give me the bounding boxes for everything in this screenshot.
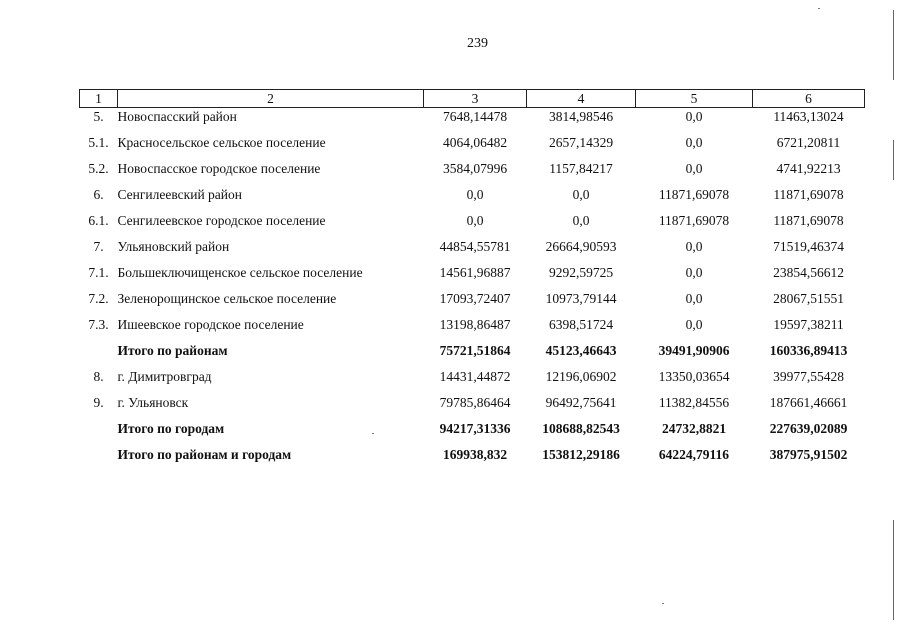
header-cell: 1 (80, 90, 118, 108)
table-row (80, 234, 865, 260)
value-col-5: 11871,69078 (658, 213, 730, 228)
value-col-3: 169938,832 (442, 447, 508, 462)
row-number: 9. (93, 395, 104, 410)
value-col-5: 64224,79116 (658, 447, 730, 462)
table-row (80, 364, 865, 390)
value-col-6: 187661,46661 (769, 395, 848, 410)
scan-margin-line (893, 10, 894, 80)
value-col-5: 0,0 (685, 265, 703, 280)
header-cell: 3 (424, 90, 527, 108)
value-col-4: 12196,06902 (545, 369, 617, 384)
row-name: Ульяновский район (117, 239, 230, 254)
budget-table (79, 89, 865, 468)
table-row (80, 130, 865, 156)
value-col-4: 1157,84217 (549, 161, 613, 176)
value-col-5: 13350,03654 (658, 369, 730, 384)
header-cell: 4 (527, 90, 636, 108)
value-col-5: 0,0 (685, 135, 703, 150)
row-name: Итого по районам (117, 343, 228, 358)
row-name: Зеленорощинское сельское поселение (117, 291, 337, 306)
value-col-3: 94217,31336 (439, 421, 511, 436)
row-number: 5. (93, 109, 104, 124)
value-col-6: 160336,89413 (769, 343, 848, 358)
table-body (80, 108, 865, 469)
value-col-3: 3584,07996 (442, 161, 508, 176)
value-col-3: 17093,72407 (439, 291, 511, 306)
value-col-5: 11871,69078 (658, 187, 730, 202)
value-col-6: 23854,56612 (773, 265, 844, 280)
table-row (80, 208, 865, 234)
table-row (80, 260, 865, 286)
row-number (80, 442, 118, 468)
value-col-6: 387975,91502 (769, 447, 848, 462)
value-col-3: 7648,14478 (442, 109, 508, 124)
row-number (80, 416, 118, 442)
value-col-6: 6721,20811 (776, 135, 841, 150)
row-name: Итого по районам и городам (117, 447, 292, 462)
row-number: 5.2. (88, 161, 109, 176)
table-total-row (80, 442, 865, 468)
row-number (80, 338, 118, 364)
value-col-3: 0,0 (466, 213, 484, 228)
value-col-4: 2657,14329 (548, 135, 614, 150)
row-number: 6.1. (88, 213, 109, 228)
row-number: 5.1. (88, 135, 109, 150)
row-number: 8. (93, 369, 104, 384)
table-row (80, 182, 865, 208)
value-col-3: 13198,86487 (439, 317, 511, 332)
row-name: г. Димитровград (117, 369, 212, 384)
value-col-3: 14431,44872 (439, 369, 511, 384)
value-col-6: 11871,69078 (773, 213, 844, 228)
scan-margin-line (893, 140, 894, 180)
value-col-6: 39977,55428 (773, 369, 844, 384)
table-row (80, 390, 865, 416)
value-col-6: 71519,46374 (773, 239, 844, 254)
table-header-row (80, 90, 865, 108)
value-col-4: 0,0 (572, 187, 590, 202)
value-col-6: 19597,38211 (773, 317, 844, 332)
value-col-3: 75721,51864 (439, 343, 511, 358)
value-col-3: 79785,86464 (439, 395, 511, 410)
header-cell: 2 (118, 90, 424, 108)
value-col-5: 0,0 (685, 239, 703, 254)
scan-speck (818, 8, 820, 9)
value-col-6: 11871,69078 (773, 187, 844, 202)
value-col-4: 108688,82543 (542, 421, 620, 436)
value-col-5: 0,0 (685, 317, 703, 332)
value-col-3: 44854,55781 (439, 239, 511, 254)
table-row (80, 156, 865, 182)
page-number: 239 (467, 36, 488, 51)
value-col-4: 9292,59725 (548, 265, 614, 280)
row-name: Сенгилеевский район (117, 187, 242, 202)
table-total-row (80, 416, 865, 442)
table-row (80, 108, 865, 131)
value-col-4: 0,0 (572, 213, 590, 228)
value-col-4: 10973,79144 (545, 291, 617, 306)
scan-speck (372, 433, 374, 434)
value-col-6: 4741,92213 (776, 161, 841, 176)
value-col-5: 0,0 (685, 291, 703, 306)
value-col-6: 11463,13024 (773, 109, 844, 124)
row-name: Ишеевское городское поселение (117, 317, 304, 332)
row-name: г. Ульяновск (117, 395, 189, 410)
row-number: 7. (93, 239, 104, 254)
scan-speck (662, 603, 664, 604)
value-col-3: 0,0 (466, 187, 484, 202)
row-name: Новоспасский район (117, 109, 237, 124)
value-col-6: 227639,02089 (769, 421, 848, 436)
row-number: 6. (93, 187, 104, 202)
table-total-row (80, 338, 865, 364)
value-col-3: 14561,96887 (439, 265, 511, 280)
row-name: Итого по городам (117, 421, 225, 436)
value-col-6: 28067,51551 (773, 291, 844, 306)
row-name: Большеключищенское сельское поселение (117, 265, 363, 280)
value-col-4: 3814,98546 (548, 109, 614, 124)
value-col-5: 11382,84556 (658, 395, 730, 410)
value-col-5: 24732,8821 (661, 421, 727, 436)
row-number: 7.3. (88, 317, 109, 332)
value-col-4: 6398,51724 (548, 317, 614, 332)
table-row (80, 312, 865, 338)
value-col-4: 26664,90593 (545, 239, 617, 254)
row-number: 7.1. (88, 265, 109, 280)
row-name: Новоспасское городское поселение (117, 161, 321, 176)
value-col-4: 153812,29186 (542, 447, 620, 462)
row-name: Красносельское сельское поселение (117, 135, 326, 150)
value-col-3: 4064,06482 (442, 135, 508, 150)
value-col-4: 45123,46643 (545, 343, 617, 358)
header-cell: 5 (636, 90, 753, 108)
value-col-5: 0,0 (685, 109, 703, 124)
scan-margin-line (893, 520, 894, 620)
value-col-5: 39491,90906 (658, 343, 730, 358)
row-number: 7.2. (88, 291, 109, 306)
header-cell: 6 (753, 90, 865, 108)
row-name: Сенгилеевское городское поселение (117, 213, 326, 228)
table-row (80, 286, 865, 312)
value-col-5: 0,0 (685, 161, 703, 176)
value-col-4: 96492,75641 (545, 395, 617, 410)
